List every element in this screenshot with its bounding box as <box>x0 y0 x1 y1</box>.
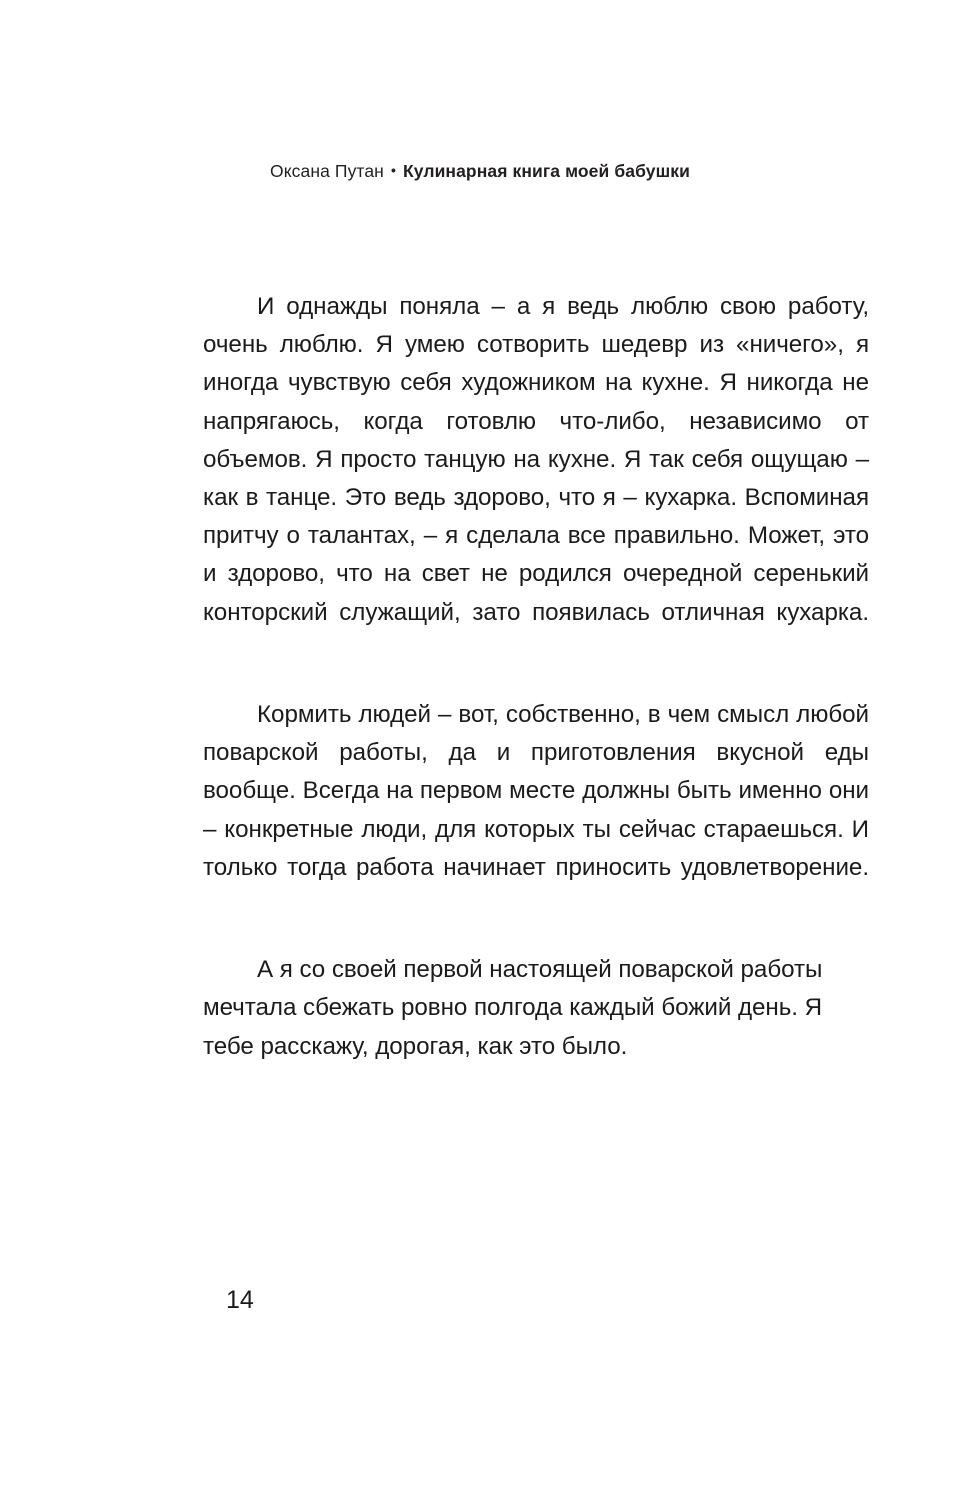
page-number: 14 <box>226 1286 254 1314</box>
paragraph-3: А я со своей первой настоящей поварской работы мечтала сбежать ровно полгода каждый божий день. Я тебе расскажу, дорогая, как это было. <box>203 956 823 1060</box>
paragraph-2: Кормить людей – вот, собственно, в чем смысл любой поварской работы, да и приготовления вкусной еды вообще. Всегда на первом месте должны быть именно они – конкретные люди, для которых ты сейчас стараешься. И только тогда работа начинает приносить удовлетворение. <box>203 701 869 881</box>
header-author: Оксана Путан <box>270 161 384 181</box>
running-header <box>0 161 960 182</box>
header-book-title: Кулинарная книга моей бабушки <box>402 161 690 181</box>
body-text-block <box>203 288 869 1066</box>
paragraph-1: И однажды поняла – а я ведь люблю свою работу, очень люблю. Я умею сотворить шедевр из «ничего», я иногда чувствую себя художником на кухне. Я никогда не напрягаюсь, когда готовлю что-либо, независимо от объемов. Я просто танцую на кухне. Я так себя ощущаю – как в танце. Это ведь здорово, что я – кухарка. Вспоминая притчу о талантах, – я сделала все правильно. Может, это и здорово, что на свет не родился очередной серенький конторский служащий, зато появилась отличная кухарка. <box>203 293 869 626</box>
header-separator-bullet: • <box>390 162 396 178</box>
